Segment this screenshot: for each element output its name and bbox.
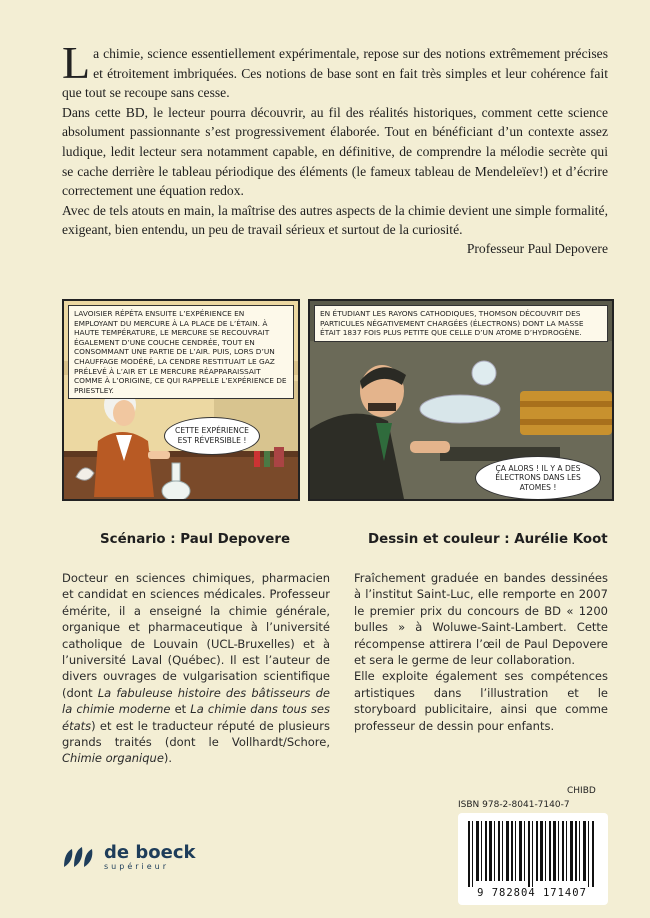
author-bio xyxy=(62,570,330,767)
bio-text: et xyxy=(170,702,191,717)
book-title: La chimie dans tous ses états xyxy=(62,702,330,733)
introduction-text xyxy=(62,37,608,240)
barcode-digits: 9 782804 171407 xyxy=(477,887,587,899)
product-code: CHIBD xyxy=(567,786,596,796)
art-credit-title: Dessin et couleur : Aurélie Koot xyxy=(368,532,608,547)
book-title: Chimie organique xyxy=(62,751,164,766)
author-signature: Professeur Paul Depovere xyxy=(466,241,608,256)
illustrator-bio xyxy=(354,570,608,734)
leaf-logo-icon xyxy=(62,845,96,871)
comic-panel-lavoisier xyxy=(62,299,300,501)
publisher-name: de boeck xyxy=(104,842,196,863)
book-title: La fabuleuse histoire des bâtisseurs de la chimie moderne xyxy=(62,685,330,717)
publisher-logo xyxy=(62,844,195,871)
publisher-subtitle: supérieur xyxy=(104,862,170,871)
intro-paragraph-3: Avec de tels atouts en main, la maîtrise des autres aspects de la chimie devient une simple formalité, exigeant, bien entendu, un peu de travail sérieux et surtout de la curiosité. xyxy=(62,202,608,238)
isbn-number: ISBN 978-2-8041-7140-7 xyxy=(458,800,570,810)
panel-caption: EN ÉTUDIANT LES RAYONS CATHODIQUES, THOMSON DÉCOUVRIT DES PARTICULES NÉGATIVEMENT CHARGÉES (ÉLECTRONS) DONT LA MASSE ÉTAIT 1837 FOIS PLUS PETITE QUE CELLE D’UN ATOME D’HYDROGÈNE. xyxy=(314,305,608,342)
bio-text: Docteur en sciences chimiques, pharmacien et candidat en sciences médicales. Professeur émérite, il a enseigné la chimie générale, organique et pharmaceutique à l’université catholique de Louvain (UCL-Bruxelles) et à l’université Laval (Québec). Il est l’auteur de divers ouvrages de vulgarisation scientifique (dont xyxy=(62,571,330,700)
speech-bubble: CETTE EXPÉRIENCE EST RÉVERSIBLE ! xyxy=(164,417,260,455)
intro-paragraph-2: Dans cette BD, le lecteur pourra découvrir, au fil des réalités historiques, comment cette science absolument passionnante s’est progressivement élaborée. Tout en bénéficiant d’un contexte assez ludique, ledit lecteur sera notamment capable, en définitive, de comprendre la mélodie secrète qui se cache derrière le tableau périodique des éléments (le fameux tableau de Mendeleïev!) et d’écrire correctement une équation redox. xyxy=(62,104,608,199)
isbn-block xyxy=(452,784,596,812)
author-bio-paragraph xyxy=(62,570,330,767)
bio-text: ) et est le traducteur réputé de plusieurs grands traités (dont le Vollhardt/Schore, xyxy=(62,718,330,750)
comic-panel-thomson xyxy=(308,299,614,501)
speech-bubble: ÇA ALORS ! IL Y A DES ÉLECTRONS DANS LES ATOMES ! xyxy=(475,456,601,500)
intro-paragraph-1 xyxy=(62,37,608,103)
intro-paragraph-1-text: a chimie, science essentiellement expérimentale, repose sur des notions extrêmement précises et étroitement imbriquées. Ces notions de base sont en fait très simples et leur cohérence fait que tout se recoupe sans cesse. xyxy=(62,46,608,101)
panel-caption: LAVOISIER RÉPÉTA ENSUITE L’EXPÉRIENCE EN EMPLOYANT DU MERCURE À LA PLACE DE L’ÉTAIN. À HAUTE TEMPÉRATURE, LE MERCURE SE RECOUVRAIT ÉGALEMENT D’UNE COUCHE CENDRÉE, TOUT EN CONSOMMANT UNE PARTIE DE L’AIR. PUIS, LORS D’UN CHAUFFAGE MODÉRÉ, LA CENDRE RESTITUAIT LE GAZ PRÉLEVÉ À L’AIR ET LE MERCURE RÉAPPARAISSAIT COMME À L’ORIGINE, CE QUI RAPPELLE L’EXPÉRIENCE DE PRIESTLEY. xyxy=(68,305,294,399)
script-credit-title: Scénario : Paul Depovere xyxy=(100,532,291,547)
illustrator-bio-paragraph-1: Fraîchement graduée en bandes dessinées à l’institut Saint-Luc, elle remporte en 2007 le premier prix du concours de BD « 1200 bulles » à Woluwe-Saint-Lambert. Cette récompense attirera l’œil de Paul Depovere et sera le germe de leur collaboration. xyxy=(354,571,608,668)
illustrator-bio-paragraph-2: Elle exploite également ses compétences artistiques dans l’illustration et le storyboard publicitaire, ainsi que comme professeur de dessin pour enfants. xyxy=(354,669,608,733)
drop-cap: L xyxy=(62,37,91,88)
bio-text: ). xyxy=(163,751,173,766)
